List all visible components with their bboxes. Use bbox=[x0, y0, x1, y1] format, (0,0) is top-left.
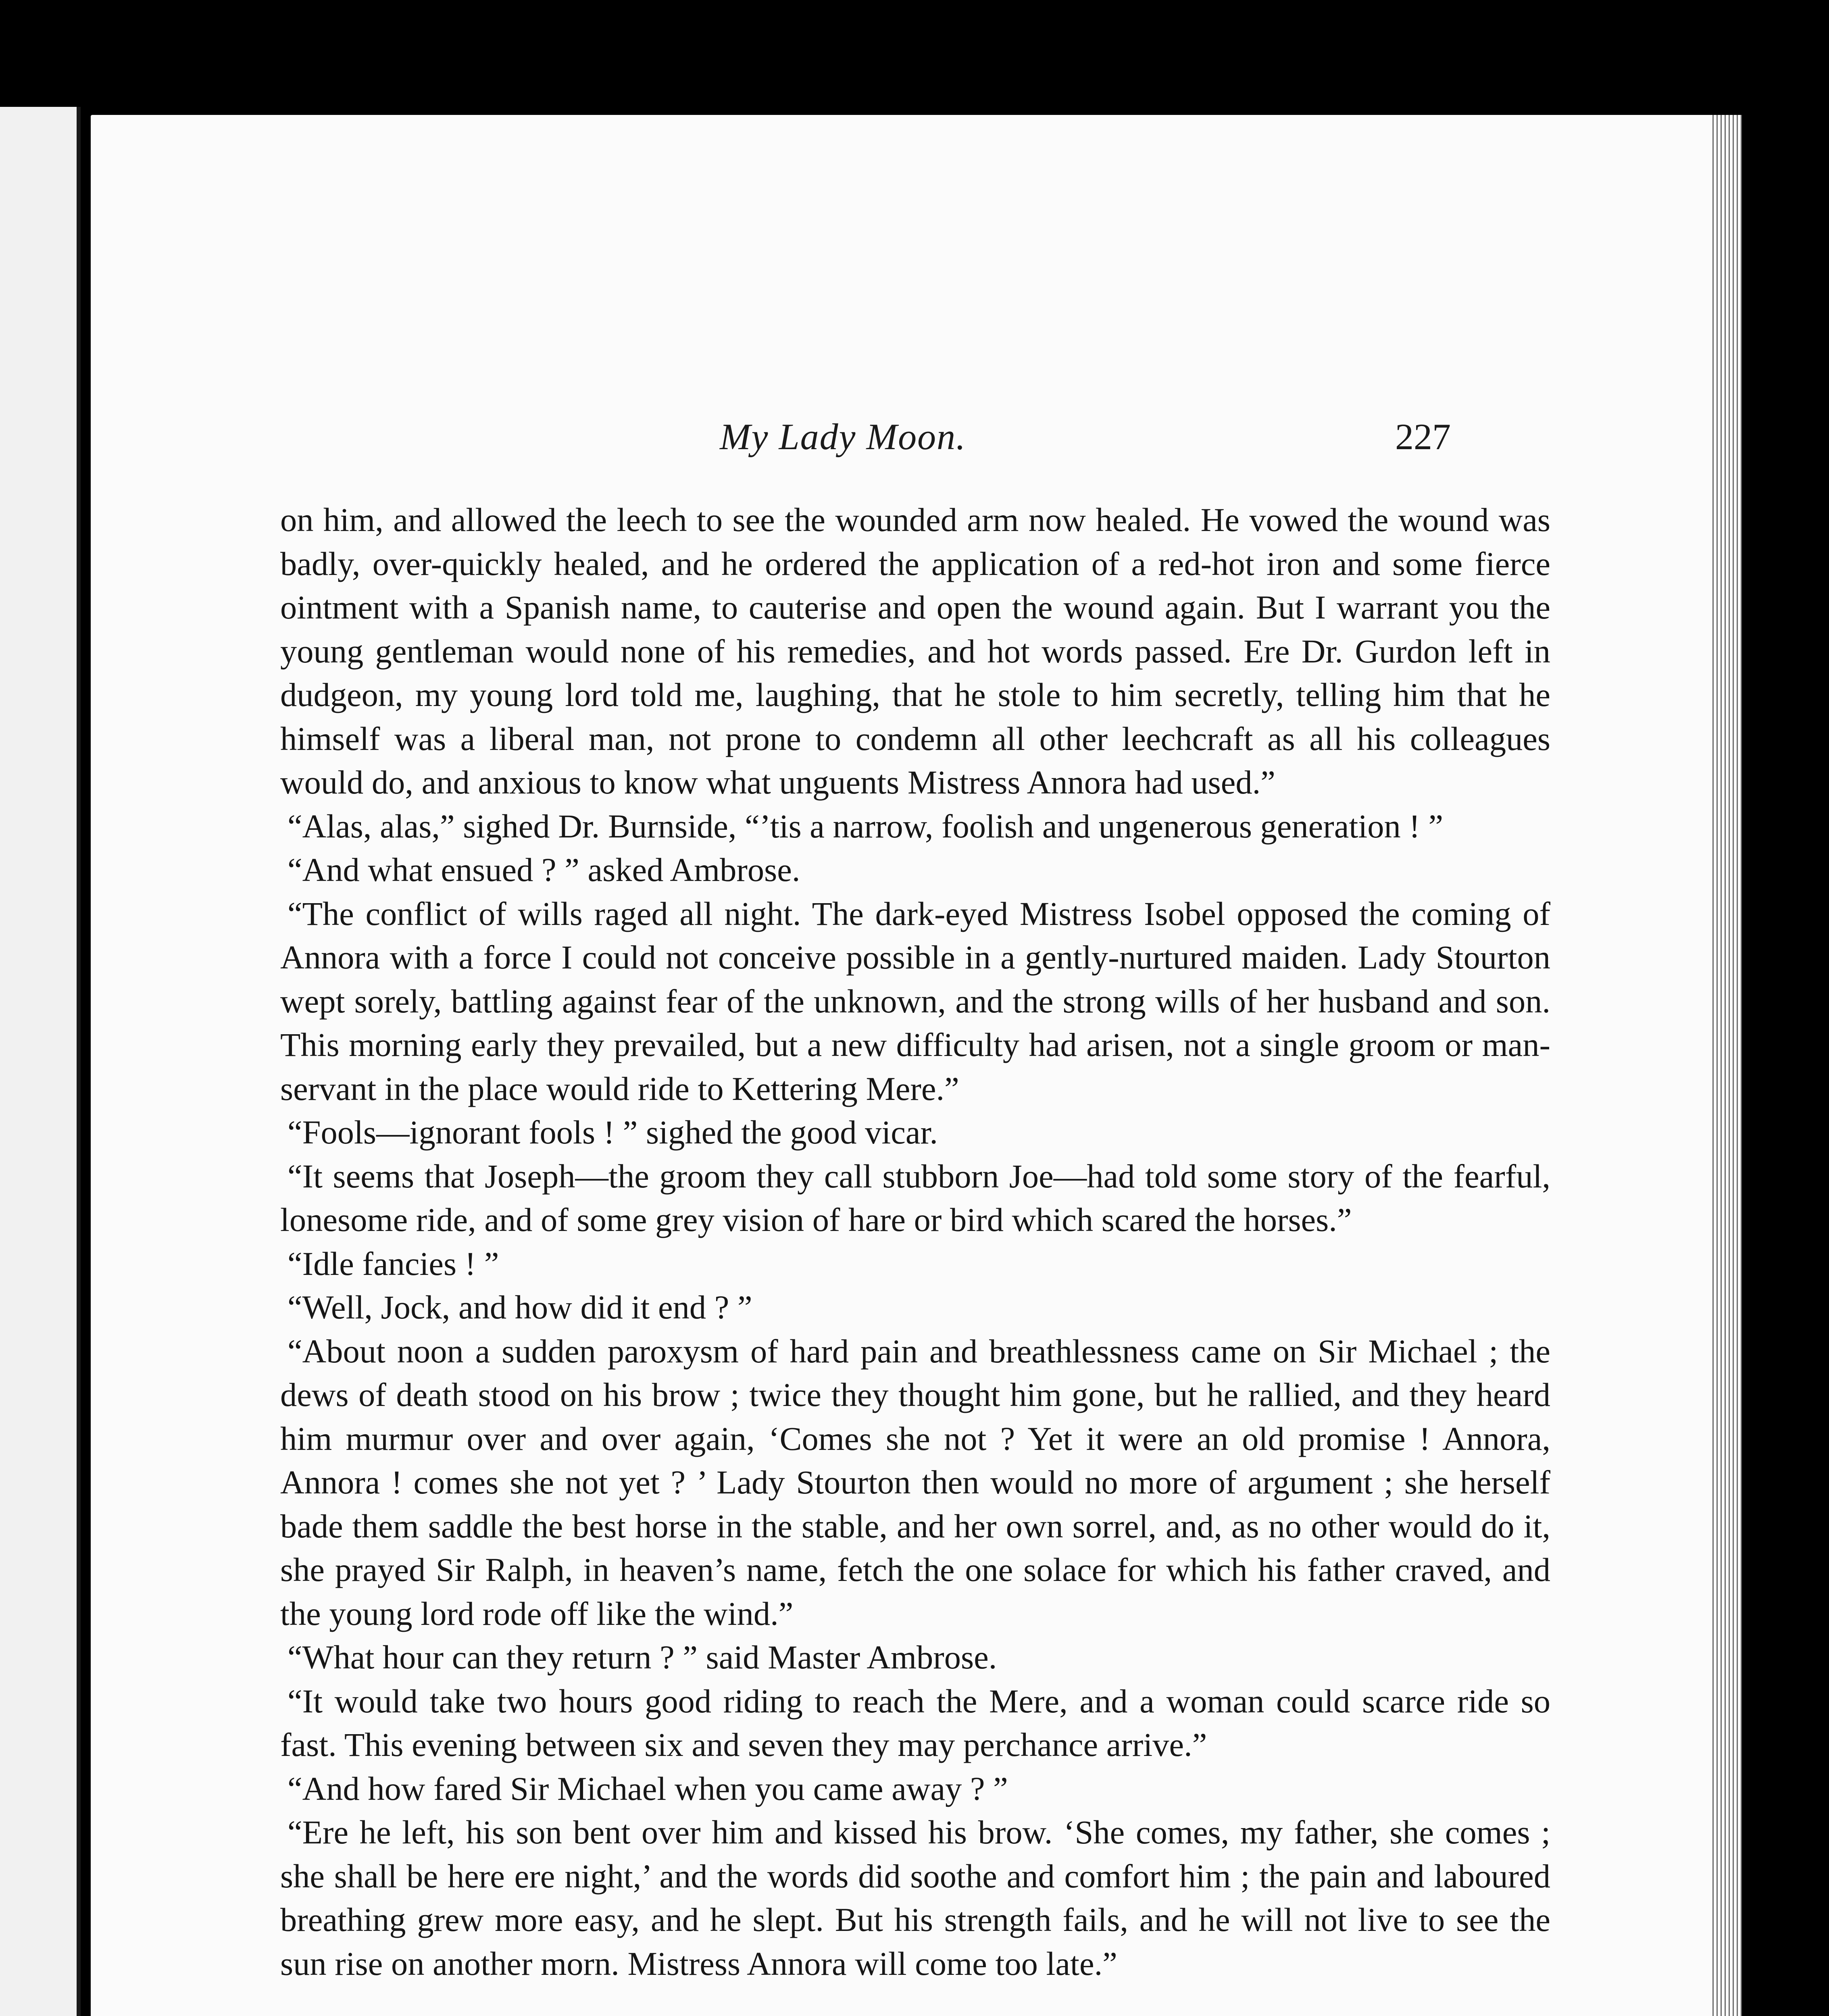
paragraph: “Ere he left, his son bent over him and kissed his brow. ‘She comes, my father, she comes ; she shall be here ere night,’ and the words did soothe and comfort him ; the pain and laboured breathing grew more easy, and he slept. But his strength fails, and he will not live to see the sun rise on another morn. Mistress Annora will come too late.” bbox=[280, 1814, 1550, 1982]
paragraph: “Well, Jock, and how did it end ? ” bbox=[287, 1289, 752, 1326]
paragraph: “About noon a sudden paroxysm of hard pain and breathlessness came on Sir Michael ; the dews of death stood on his brow ; twice they thought him gone, but he rallied, and they heard him murmur over and over again, ‘Comes she not ? Yet it were an old promise ! Annora, Annora ! comes she not yet ? ’ Lady Stourton then would no more of argument ; she herself bade them saddle the best horse in the stable, and her own sorrel, and, as no other would do it, she prayed Sir Ralph, in heaven’s name, fetch the one solace for which his father craved, and the young lord rode off like the wind.” bbox=[280, 1332, 1550, 1632]
paragraph-continuation: on him, and allowed the leech to see the wounded arm now healed. He vowed the wound was badly, over-quickly healed, and he ordered the application of a red-hot iron and some fierce ointment with a Spanish name, to cauterise and open the wound again. But I warrant you the young gentleman would none of his remedies, and hot words passed. Ere Dr. Gurdon left in dudgeon, my young lord told me, laughing, that he stole to him secretly, telling him that he himself was a liberal man, not prone to condemn all other leechcraft as all his colleagues would do, and anxious to know what unguents Mistress Annora had used.” bbox=[280, 501, 1550, 801]
paragraph: “Idle fancies ! ” bbox=[287, 1245, 499, 1282]
paragraph: “What hour can they return ? ” said Master Ambrose. bbox=[287, 1639, 997, 1676]
body-text bbox=[280, 498, 1550, 1985]
page-stack-edges bbox=[1710, 115, 1742, 2016]
paragraph: “Fools—ignorant fools ! ” sighed the good vicar. bbox=[287, 1114, 938, 1151]
running-title: My Lady Moon. bbox=[720, 416, 967, 457]
paragraph: “It seems that Joseph—the groom they call stubborn Joe—had told some story of the fearful, lonesome ride, and of some grey vision of hare or bird which scared the horses.” bbox=[280, 1157, 1550, 1238]
paragraph: “It would take two hours good riding to reach the Mere, and a woman could scarce ride so fast. This evening between six and seven they may perchance arrive.” bbox=[280, 1682, 1550, 1763]
running-head bbox=[91, 415, 1720, 472]
left-page-edge bbox=[0, 107, 81, 2016]
paragraph: “And how fared Sir Michael when you came away ? ” bbox=[287, 1770, 1008, 1807]
page-number: 227 bbox=[1395, 416, 1451, 457]
paragraph: “And what ensued ? ” asked Ambrose. bbox=[287, 851, 800, 888]
paragraph: “The conflict of wills raged all night. The dark-eyed Mistress Isobel opposed the coming of Annora with a force I could not conceive possible in a gently-nurtured maiden. Lady Stourton wept sorely, battling against fear of the unknown, and the strong wills of her husband and son. This morning early they prevailed, but a new difficulty had arisen, not a single groom or man-servant in the place would ride to Kettering Mere.” bbox=[280, 895, 1550, 1107]
book-page bbox=[91, 115, 1720, 2016]
paragraph: “Alas, alas,” sighed Dr. Burnside, “’tis a narrow, foolish and ungenerous generation ! ” bbox=[287, 807, 1444, 845]
